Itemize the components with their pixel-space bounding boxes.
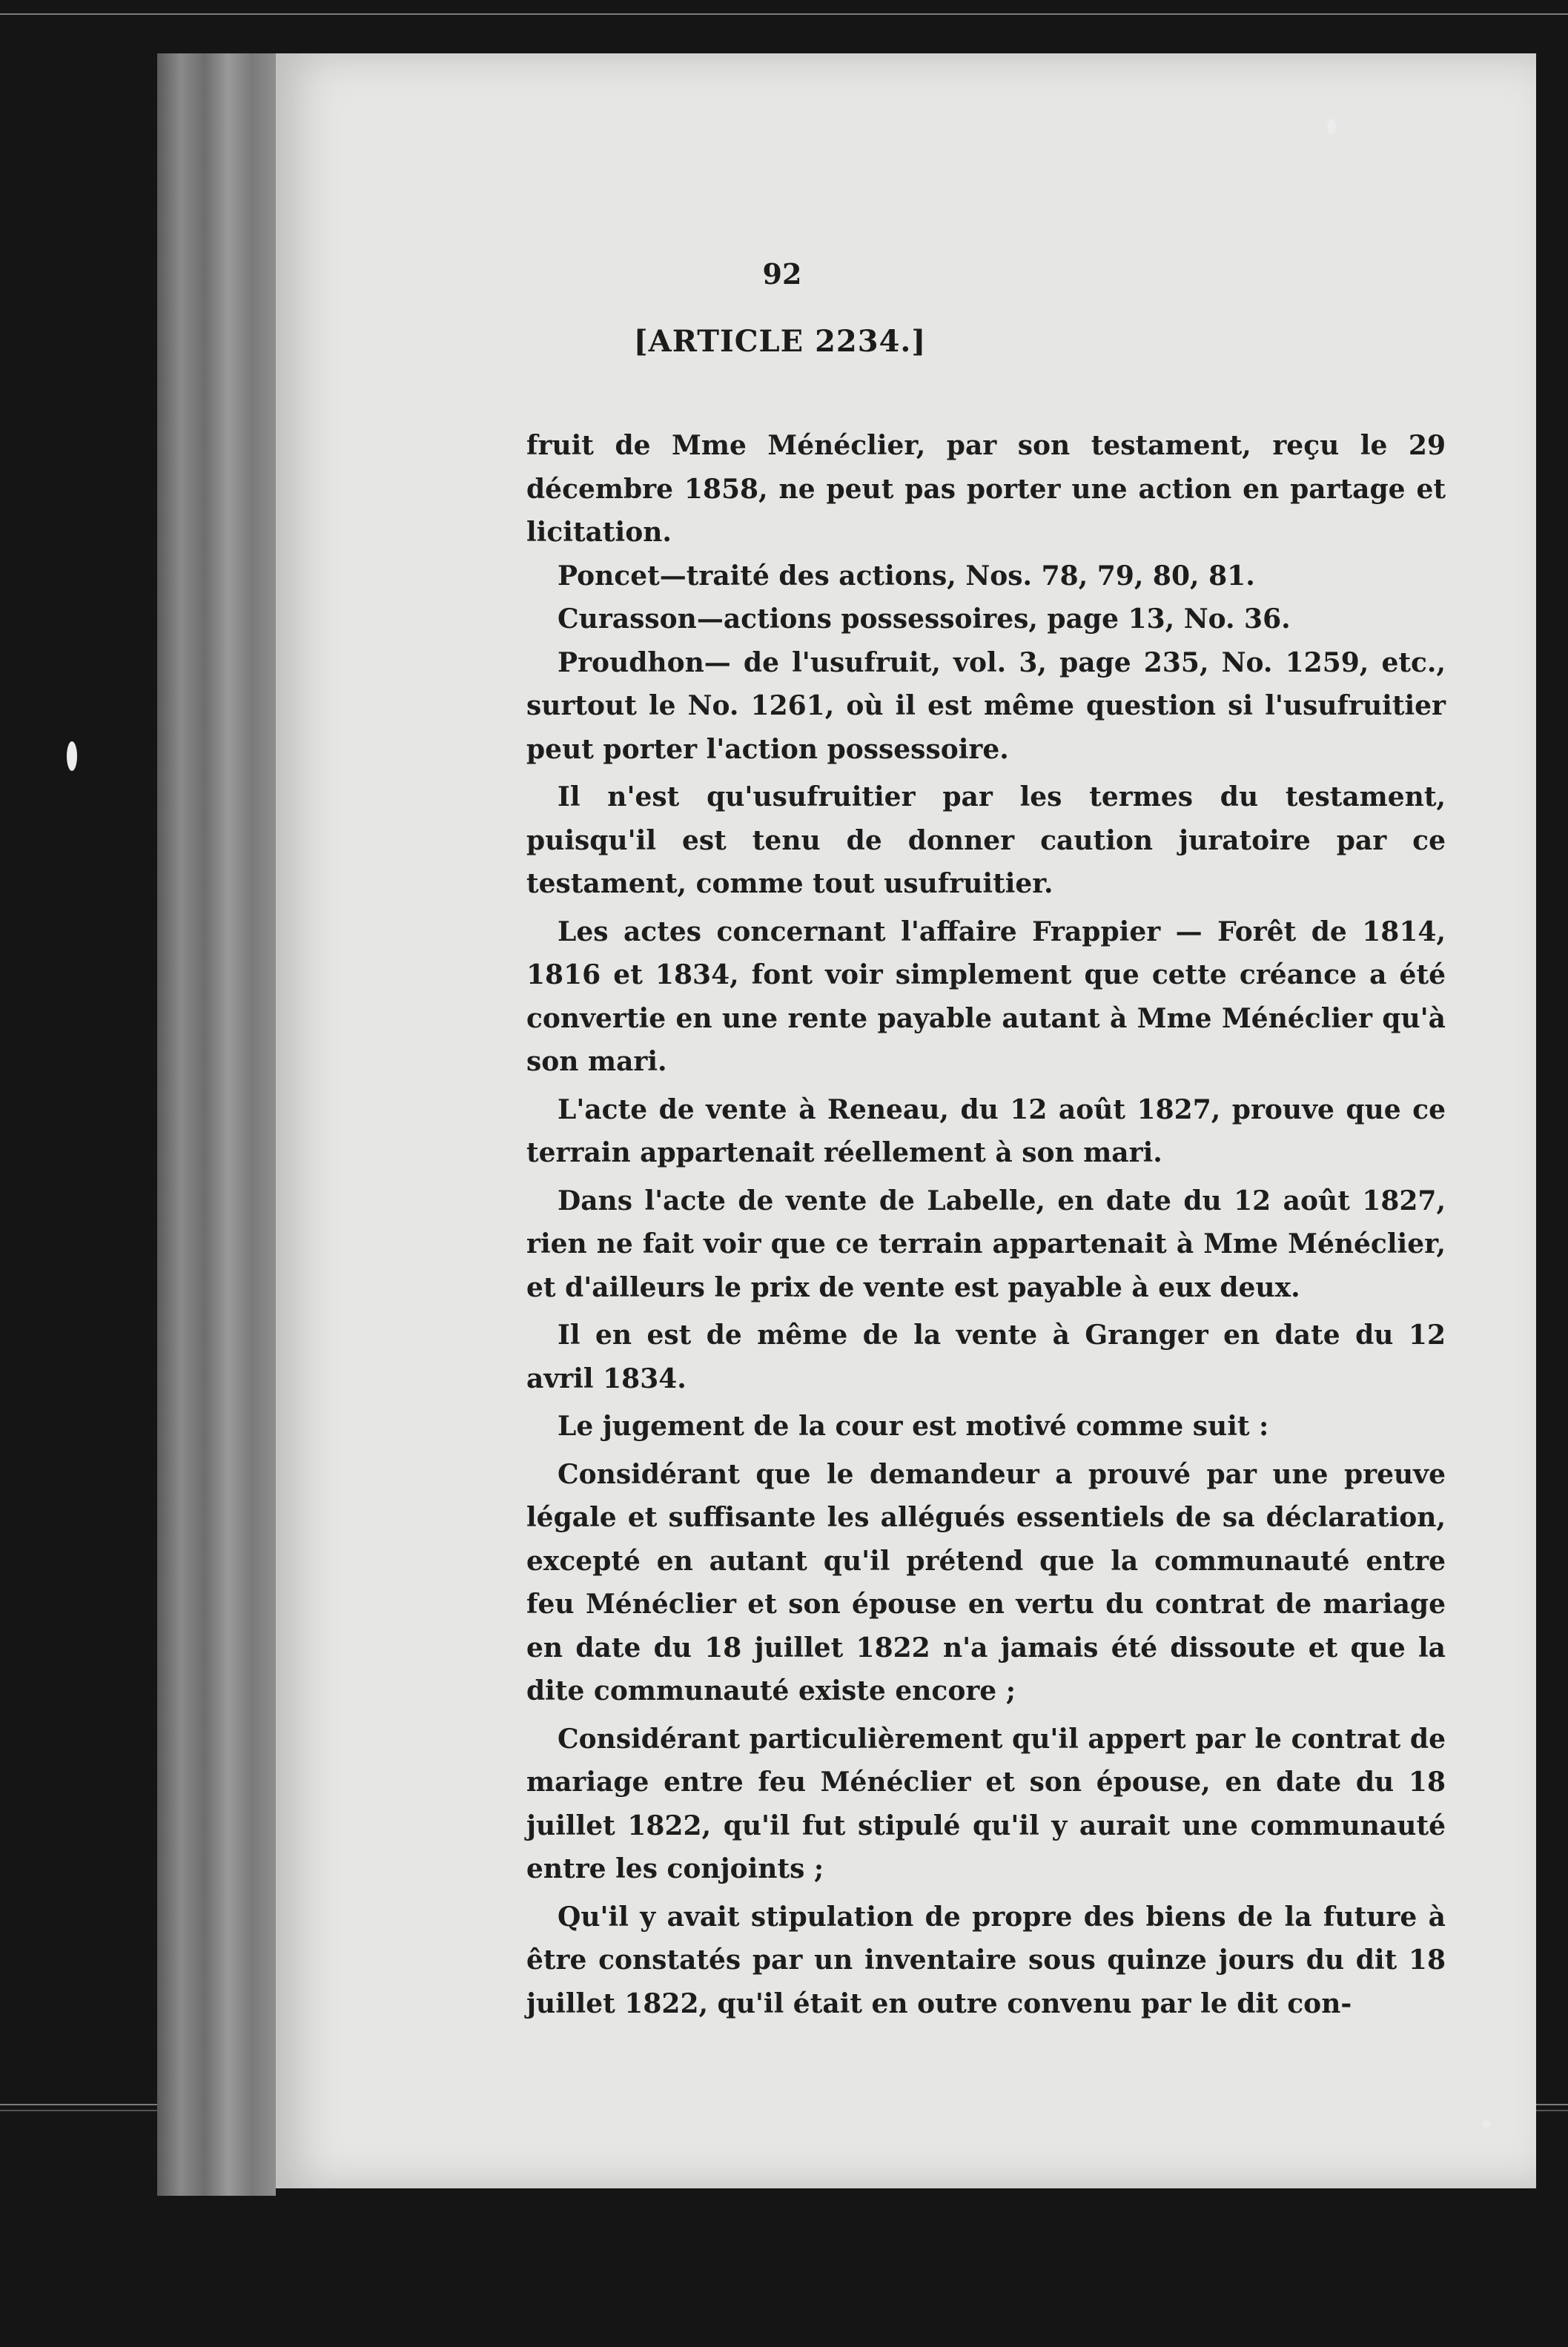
paragraph: Les actes concernant l'affaire Frappier — Forêt de 1814, 1816 et 1834, font voir simplement que cette créance a été convertie en une rente payable autant à Mme Ménéclier qu'à son mari. [526,916,1446,1077]
page-number: 92 [762,257,802,291]
paragraph: fruit de Mme Ménéclier, par son testament, reçu le 29 décembre 1858, ne peut pas porter une action en partage et licitation. [526,430,1446,548]
book-page [276,53,1536,2188]
paragraph: Dans l'acte de vente de Labelle, en date du 12 août 1827, rien ne fait voir que ce terrain appartenait à Mme Ménéclier, et d'ailleurs le prix de vente est payable à eux deux. [526,1185,1446,1303]
paragraph: Proudhon— de l'usufruit, vol. 3, page 235, No. 1259, etc., surtout le No. 1261, où il est même question si l'usufruitier peut porter l'action possessoire. [526,646,1446,765]
book-page-edge [157,53,276,2196]
scan-artifact-line [0,13,1568,15]
paragraph: Il n'est qu'usufruitier par les termes du testament, puisqu'il est tenu de donner caution juratoire par ce testament, comme tout usufruitier. [526,781,1446,899]
scan-speck [1483,2120,1490,2128]
paragraph: Curasson—actions possessoires, page 13, No. 36. [558,603,1291,635]
paragraph: L'acte de vente à Reneau, du 12 août 1827, prouve que ce terrain appartenait réellement à son mari. [526,1093,1446,1168]
paragraph: Il en est de même de la vente à Granger en date du 12 avril 1834. [526,1320,1446,1394]
paragraph: Le jugement de la cour est motivé comme suit : [558,1411,1269,1442]
scan-speck [1327,119,1336,135]
paragraph: Considérant particulièrement qu'il appert par le contrat de mariage entre feu Ménéclier et son épouse, en date du 18 juillet 1822, qu'il fut stipulé qu'il y aurait une communauté entre les conjoints ; [526,1723,1446,1884]
paragraph: Poncet—traité des actions, Nos. 78, 79, 80, 81. [558,560,1255,592]
body-text [526,424,1446,2025]
paragraph: Considérant que le demandeur a prouvé par une preuve légale et suffisante les allégués essentiels de sa déclaration, excepté en autant qu'il prétend que la communauté entre feu Ménéclier et son épouse en vertu du contrat de mariage en date du 18 juillet 1822 n'a jamais été dissoute et que la dite communauté existe encore ; [526,1458,1446,1707]
running-head: [ARTICLE 2234.] [633,324,927,359]
scan-speck [67,741,77,771]
paragraph: Qu'il y avait stipulation de propre des biens de la future à être constatés par un inventaire sous quinze jours du dit 18 juillet 1822, qu'il était en outre convenu par le dit con- [526,1901,1446,2019]
